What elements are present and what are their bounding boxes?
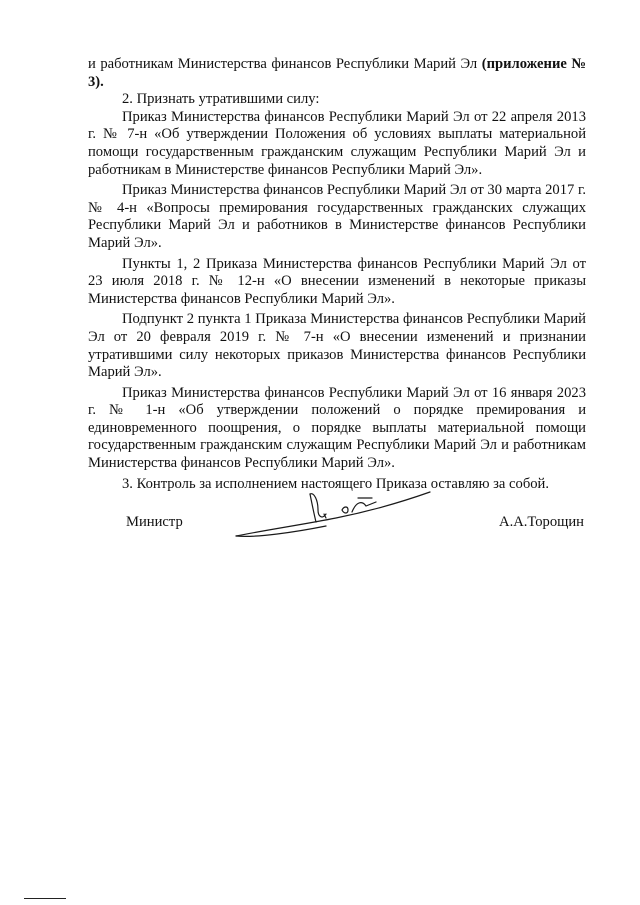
paragraph-repealed-4: Подпункт 2 пункта 1 Приказа Министерства финансов Республики Марий Эл от 20 февраля 2019 г. № 7-н «О внесении изменений и признании утратившими силу некоторых приказов Министерства финансов Республики Марий Эл». (88, 311, 586, 381)
paragraph-item-2: 2. Признать утратившими силу: (122, 91, 320, 108)
paragraph-intro (88, 56, 586, 91)
paragraph-repealed-2: Приказ Министерства финансов Республики Марий Эл от 30 марта 2017 г. № 4-н «Вопросы премирования государственных гражданских служащих Республики Марий Эл и работников в Министерстве финансов Республики Марий Эл». (88, 182, 586, 251)
signatory-title: Министр (126, 514, 183, 530)
signatory-name: А.А.Торощин (499, 514, 584, 530)
paragraph-repealed-1: Приказ Министерства финансов Республики Марий Эл от 22 апреля 2013 г. № 7-н «Об утверждении Положения об условиях выплаты материальной помощи государственным гражданским служащим Республики Марий Эл и работникам в Министерстве финансов Республики Марий Эл». (88, 108, 586, 178)
paragraph-repealed-3: Пункты 1, 2 Приказа Министерства финансов Республики Марий Эл от 23 июля 2018 г. № 12-н «О внесении изменений в некоторые приказы Министерства финансов Республики Марий Эл». (88, 255, 586, 307)
paragraph-item-3: 3. Контроль за исполнением настоящего Приказа оставляю за собой. (122, 475, 550, 492)
paragraph-intro-text: и работникам Министерства финансов Республики Марий Эл (88, 56, 478, 72)
paragraph-repealed-5: Приказ Министерства финансов Республики Марий Эл от 16 января 2023 г. № 1-н «Об утверждении положений о порядке премирования и единовременного поощрения, о порядке выплаты материальной помощи государственным гражданским служащим Республики Марий Эл и работникам Министерства финансов Республики Марий Эл». (88, 384, 586, 472)
footnote-divider (24, 898, 66, 899)
handwritten-signature (226, 484, 436, 544)
document-body (88, 56, 586, 493)
appendix-reference: (приложение № 3). (88, 56, 587, 90)
